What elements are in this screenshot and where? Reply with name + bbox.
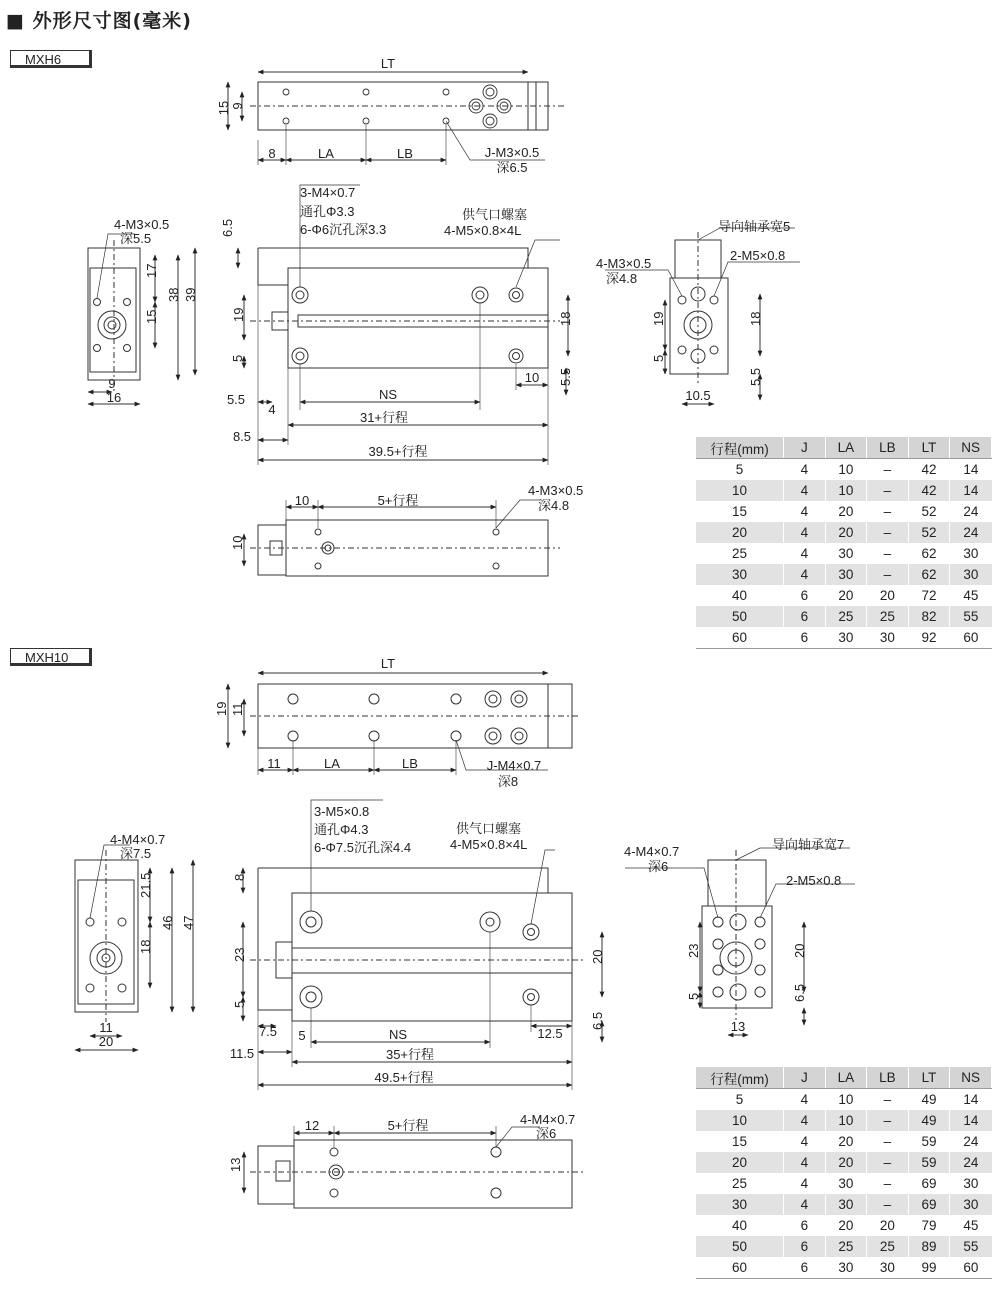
table-cell: 14 [950, 480, 992, 501]
table-cell: – [867, 1131, 909, 1152]
col-stroke: 行程(mm) [696, 437, 784, 459]
dimension-label: 4-M5×0.8×4L [444, 223, 522, 238]
mxh10-top-labels [214, 656, 541, 789]
dimension-label: 6-Φ7.5沉孔深4.4 [314, 840, 412, 855]
table-cell: 25 [867, 1236, 909, 1257]
table-cell: 30 [825, 564, 867, 585]
table-cell: 59 [908, 1152, 950, 1173]
table-cell: 20 [867, 585, 909, 606]
dimension-label: 5.5 [226, 392, 246, 407]
table-cell: 25 [825, 606, 867, 627]
table-cell: 6 [784, 1236, 825, 1257]
mxh10-table-body [696, 1089, 992, 1279]
table-cell: 45 [950, 1215, 992, 1236]
mxh6-spec-table [696, 436, 992, 649]
col-ns: NS [950, 1067, 992, 1089]
dimension-label: 11 [267, 756, 281, 771]
mxh10-side-labels [99, 832, 196, 1049]
dimension-label: 31+行程 [359, 410, 409, 425]
dimension-label: 深5.5 [120, 231, 152, 246]
table-cell: 25 [825, 1236, 867, 1257]
dimension-label: 11 [99, 1020, 113, 1035]
table-cell: 14 [950, 1110, 992, 1131]
table-cell: 20 [696, 1152, 784, 1173]
table-cell: 60 [696, 627, 784, 649]
mxh6-table-body [696, 459, 992, 649]
table-cell: – [867, 1194, 909, 1215]
table-cell: 10 [825, 1110, 867, 1131]
table-cell: 52 [908, 522, 950, 543]
table-cell: 55 [950, 1236, 992, 1257]
dimension-label: 3-M4×0.7 [300, 185, 356, 200]
dimension-label: 13 [730, 1019, 746, 1034]
dimension-label: J-M3×0.5 [484, 145, 540, 160]
col-lt: LT [908, 437, 950, 459]
col-lb: LB [867, 437, 909, 459]
dimension-label: 深6.5 [496, 160, 528, 175]
table-cell: 49 [908, 1110, 950, 1131]
table-cell: 30 [825, 543, 867, 564]
table-cell: 20 [825, 501, 867, 522]
table-cell: 52 [908, 501, 950, 522]
dimension-label: 13 [228, 1157, 243, 1172]
dimension-label: 4-M3×0.5 [114, 217, 170, 232]
dimension-label: 10.5 [685, 388, 711, 403]
dimension-label: 38 [166, 287, 181, 302]
table-row [696, 1110, 992, 1131]
dimension-label: 20 [590, 949, 605, 964]
table-cell: 6 [784, 585, 825, 606]
dimension-label: 5+行程 [387, 1118, 429, 1133]
table-cell: 60 [950, 1257, 992, 1279]
table-cell: 30 [950, 1173, 992, 1194]
table-cell: 20 [867, 1215, 909, 1236]
table-row [696, 501, 992, 522]
table-cell: 20 [825, 1131, 867, 1152]
mxh6-top-labels [216, 56, 539, 175]
table-cell: 30 [950, 1194, 992, 1215]
dimension-label: 18 [748, 311, 763, 326]
dimension-label: 深4.8 [606, 271, 638, 286]
dimension-label: 5.5 [558, 367, 573, 386]
mxh10-bottom-labels [228, 1112, 575, 1172]
table-cell: 10 [825, 1089, 867, 1111]
table-cell: 14 [950, 459, 992, 481]
table-cell: 14 [950, 1089, 992, 1111]
table-row [696, 1215, 992, 1236]
table-cell: 25 [867, 606, 909, 627]
dimension-label: 39.5+行程 [368, 444, 428, 459]
dimension-label: 4-M3×0.5 [596, 256, 652, 271]
table-cell: 4 [784, 1131, 825, 1152]
table-cell: 62 [908, 543, 950, 564]
dimension-label: 通孔Φ3.3 [300, 204, 355, 219]
table-row [696, 1131, 992, 1152]
mxh6-front-labels [220, 185, 573, 459]
table-cell: 4 [784, 1194, 825, 1215]
table-cell: – [867, 522, 909, 543]
dimension-label: 6.5 [590, 1011, 605, 1030]
dimension-label: 5 [686, 992, 701, 1000]
dimension-label: 7.5 [258, 1024, 278, 1039]
dimension-label: 12.5 [537, 1026, 563, 1041]
dimension-label: 8.5 [232, 429, 252, 444]
dimension-label: 5 [651, 354, 666, 362]
table-cell: 30 [825, 1257, 867, 1279]
dimension-label: 19 [214, 701, 229, 716]
dimension-label: 21.5 [138, 872, 153, 898]
dimension-label: 19 [231, 307, 246, 322]
table-cell: 6 [784, 1215, 825, 1236]
table-cell: 50 [696, 1236, 784, 1257]
table-cell: 60 [950, 627, 992, 649]
table-row [696, 1236, 992, 1257]
table-cell: 25 [732, 546, 748, 561]
table-cell: 24 [950, 501, 992, 522]
col-j: J [784, 1067, 825, 1089]
table-cell: 24 [950, 1152, 992, 1173]
dimension-label: 15 [216, 100, 231, 116]
dimension-label: 39 [183, 287, 198, 302]
table-cell: – [867, 543, 909, 564]
table-cell: 20 [825, 1215, 867, 1236]
table-cell: 25 [732, 1176, 748, 1191]
dimension-label: LA [324, 756, 340, 771]
table-cell: 69 [908, 1194, 950, 1215]
table-header-row [696, 437, 992, 459]
table-cell: 30 [696, 564, 784, 585]
dimension-label: 20 [792, 943, 807, 958]
table-cell: 92 [908, 627, 950, 649]
mxh10-spec-table [696, 1066, 992, 1279]
table-cell: 6 [784, 1257, 825, 1279]
table-cell: 15 [732, 1134, 748, 1149]
table-cell: 69 [908, 1173, 950, 1194]
dimension-label: 46 [160, 915, 175, 930]
col-stroke: 行程(mm) [696, 1067, 784, 1089]
table-cell: 10 [696, 1110, 784, 1131]
dimension-label: 导向轴承宽5 [718, 219, 791, 234]
dimension-label: 16 [106, 390, 122, 405]
table-cell: 6 [784, 627, 825, 649]
dimension-label: 6.5 [220, 218, 235, 237]
dimension-label: LB [402, 756, 418, 771]
table-cell: 5 [735, 1092, 744, 1107]
table-cell: 45 [950, 585, 992, 606]
table-row [696, 564, 992, 585]
col-lb: LB [867, 1067, 909, 1089]
dimension-label: 深6 [536, 1126, 557, 1141]
table-cell: 4 [784, 501, 825, 522]
dimension-label: LT [380, 656, 396, 671]
dimension-label: LA [318, 146, 334, 161]
dimension-label: LT [380, 56, 396, 71]
table-cell: 10 [825, 459, 867, 481]
dimension-label: LB [397, 146, 413, 161]
table-cell: 72 [908, 585, 950, 606]
table-cell: 6 [784, 606, 825, 627]
dimension-label: 18 [558, 311, 573, 326]
table-cell: 55 [950, 606, 992, 627]
table-cell: – [867, 564, 909, 585]
table-cell: 30 [867, 1257, 909, 1279]
dimension-label: 5.5 [748, 367, 763, 386]
table-cell: 4 [784, 543, 825, 564]
mxh6-end-labels [596, 219, 790, 403]
table-cell: 4 [784, 480, 825, 501]
dimension-label: 11.5 [229, 1046, 255, 1061]
dimension-label: 11 [230, 702, 245, 716]
table-row [696, 1173, 992, 1194]
dimension-label: 2-M5×0.8 [786, 873, 842, 888]
table-cell: 4 [784, 1110, 825, 1131]
dimension-label: 18 [138, 939, 153, 954]
table-cell: 24 [950, 1131, 992, 1152]
dimension-label: 20 [98, 1034, 114, 1049]
dimension-label: 4-M4×0.7 [520, 1112, 576, 1127]
table-row [696, 1257, 992, 1279]
dimension-label: 10 [294, 493, 310, 508]
dimension-label: 6-Φ6沉孔深3.3 [300, 222, 387, 237]
dimension-label: 8 [268, 146, 276, 161]
dimension-label: 5 [298, 1028, 306, 1043]
table-cell: 40 [732, 1218, 748, 1233]
table-cell: – [867, 1110, 909, 1131]
dimension-label: 深4.8 [538, 498, 570, 513]
table-cell: 20 [825, 522, 867, 543]
dimension-label: 10 [230, 535, 245, 550]
dimension-label: 通孔Φ4.3 [314, 822, 369, 837]
table-cell: 49 [908, 1089, 950, 1111]
dimension-label: 6.5 [792, 983, 807, 1002]
page-title: ■ 外形尺寸图(毫米) [6, 10, 192, 32]
dimension-label: 23 [232, 947, 247, 962]
col-lt: LT [908, 1067, 950, 1089]
mxh6-side-labels [107, 217, 198, 405]
table-cell: 5 [735, 462, 744, 477]
table-cell: 4 [784, 459, 825, 481]
dimension-label: 19 [651, 311, 666, 326]
dimension-label: 4-M4×0.7 [624, 844, 680, 859]
table-cell: – [867, 1152, 909, 1173]
table-cell: 4 [784, 522, 825, 543]
dimension-label: 导向轴承宽7 [772, 837, 845, 852]
table-cell: – [867, 459, 909, 481]
table-cell: 30 [825, 1194, 867, 1215]
mxh6-bottom-view [244, 500, 560, 576]
table-cell: 24 [950, 522, 992, 543]
table-cell: 30 [825, 1173, 867, 1194]
dimension-label: J-M4×0.7 [486, 758, 542, 773]
dimension-label: 5 [230, 354, 245, 362]
table-cell: – [867, 1089, 909, 1111]
dimension-label: 3-M5×0.8 [314, 804, 370, 819]
table-cell: 82 [908, 606, 950, 627]
table-cell: 30 [950, 543, 992, 564]
dimension-label: 深6 [648, 859, 669, 874]
table-cell: 30 [696, 1194, 784, 1215]
mxh6-bottom-labels [230, 483, 583, 550]
table-cell: 60 [696, 1257, 784, 1279]
col-la: LA [825, 437, 867, 459]
table-cell: 20 [825, 1152, 867, 1173]
table-cell: 89 [908, 1236, 950, 1257]
table-cell: 42 [908, 480, 950, 501]
mxh6-side-view [88, 234, 195, 404]
mxh10-bottom-view [244, 1126, 585, 1208]
mxh10-front-labels [230, 804, 605, 1085]
dimension-label: 4-M3×0.5 [528, 483, 584, 498]
mxh10-side-view [75, 845, 193, 1050]
dimension-label: 2-M5×0.8 [730, 248, 786, 263]
table-cell: 4 [784, 564, 825, 585]
dimension-label: 深7.5 [120, 846, 152, 861]
col-j: J [784, 437, 825, 459]
table-row [696, 480, 992, 501]
dimension-label: 供气口螺塞 [456, 821, 522, 836]
table-cell: 30 [825, 627, 867, 649]
table-row [696, 543, 992, 564]
table-cell: 15 [732, 504, 748, 519]
dimension-label: 9 [108, 376, 116, 391]
dimension-label: 供气口螺塞 [462, 207, 528, 222]
table-cell: 4 [784, 1173, 825, 1194]
table-cell: 59 [908, 1131, 950, 1152]
dimension-label: 8 [232, 873, 247, 881]
table-cell: 20 [825, 585, 867, 606]
dimension-label: 15 [144, 309, 159, 324]
model-tag-mxh10: MXH10 [10, 648, 92, 666]
table-cell: – [867, 480, 909, 501]
dimension-label: 47 [181, 915, 196, 930]
table-cell: 20 [696, 522, 784, 543]
mxh10-end-labels [624, 837, 844, 1034]
table-cell: 10 [825, 480, 867, 501]
table-row [696, 459, 992, 481]
table-cell: 62 [908, 564, 950, 585]
table-cell: 4 [784, 1152, 825, 1173]
dimension-label: 12 [304, 1118, 320, 1133]
dimension-label: 深8 [497, 774, 519, 789]
table-row [696, 1194, 992, 1215]
dimension-label: 35+行程 [385, 1047, 435, 1062]
col-la: LA [825, 1067, 867, 1089]
table-row [696, 1152, 992, 1173]
dimension-label: 4 [268, 402, 276, 417]
table-cell: – [867, 1173, 909, 1194]
dimension-label: NS [378, 387, 398, 402]
dimension-label: 9 [230, 102, 245, 110]
table-cell: 30 [950, 564, 992, 585]
dimension-label: 49.5+行程 [374, 1070, 434, 1085]
dimension-label: 10 [524, 370, 540, 385]
table-cell: 10 [696, 480, 784, 501]
table-cell: – [867, 501, 909, 522]
dimension-label: 17 [144, 263, 159, 278]
dimension-label: 5+行程 [377, 493, 419, 508]
table-header-row [696, 1067, 992, 1089]
table-cell: 40 [732, 588, 748, 603]
table-row [696, 1089, 992, 1111]
dimension-label: 4-M5×0.8×4L [450, 837, 528, 852]
col-ns: NS [950, 437, 992, 459]
table-row [696, 522, 992, 543]
model-tag-mxh6: MXH6 [10, 50, 92, 68]
table-row [696, 606, 992, 627]
table-cell: 42 [908, 459, 950, 481]
dimension-label: 23 [686, 943, 701, 958]
table-cell: 30 [867, 627, 909, 649]
table-cell: 50 [696, 606, 784, 627]
table-row [696, 627, 992, 649]
table-row [696, 585, 992, 606]
dimension-label: 5 [232, 1000, 247, 1008]
table-cell: 4 [784, 1089, 825, 1111]
table-cell: 79 [908, 1215, 950, 1236]
table-cell: 99 [908, 1257, 950, 1279]
dimension-label: 4-M4×0.7 [110, 832, 166, 847]
dimension-label: NS [388, 1027, 408, 1042]
